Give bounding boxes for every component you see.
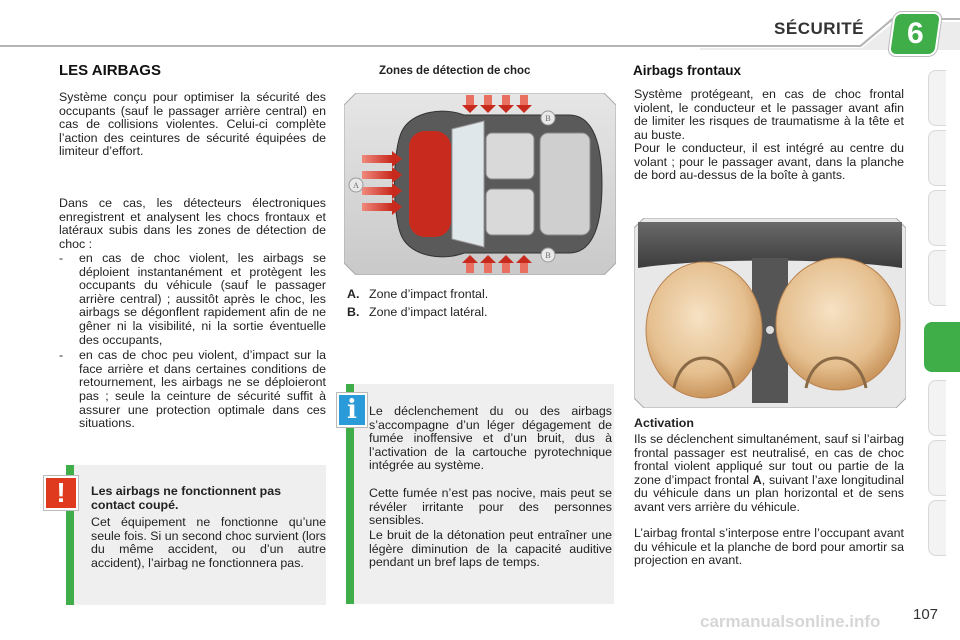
warning-box [66, 465, 326, 605]
car-detection-illustration [344, 93, 616, 275]
chapter-tab[interactable] [928, 70, 946, 126]
list-item [59, 349, 326, 431]
chapter-tab[interactable] [928, 380, 946, 436]
deployment-list [59, 252, 326, 433]
chapter-tab[interactable] [928, 500, 946, 556]
chapter-tab[interactable] [928, 440, 946, 496]
legend-item [347, 287, 488, 301]
zone-b-marker: B [545, 251, 551, 260]
chapter-badge [890, 14, 940, 54]
warning-text: Cet équipement ne fonctionne qu’une seule fois. Si un second choc survient (lors du même accident, ou d’un autre accident), l’airbag ne fonctionnera pas. [91, 515, 326, 570]
activation-paragraph [634, 433, 904, 515]
bullet-dash: - [59, 348, 64, 363]
frontal-airbags-title: Airbags frontaux [633, 63, 742, 78]
activation-title: Activation [634, 416, 694, 430]
info-icon: i [337, 393, 367, 427]
airbags-title: LES AIRBAGS [59, 62, 161, 79]
activation-paragraph: L’airbag frontal s’interpose entre l’occupant avant du véhicule et la planche de bord pour amortir sa projection en avant. [634, 526, 904, 568]
zone-reference: A [752, 472, 762, 487]
info-paragraph: Le déclenchement du ou des airbags s’accompagne d’un léger dégagement de fumée inoffensive et d’un bruit, dus à l’activation de la cartouche pyrotechnique intégrée au système. [369, 404, 612, 473]
legend-text: Zone d’impact latéral. [369, 305, 488, 319]
chapter-tab[interactable] [928, 130, 946, 186]
airbags-intro: Système conçu pour optimiser la sécurité des occupants (sauf le passager arrière central) en cas de collisions violentes. Celui-ci complète l’action des ceintures de sécurité équipées de limiteur d’effort. [59, 90, 326, 159]
bullet-dash: - [59, 251, 64, 265]
page-number: 107 [913, 606, 939, 623]
frontal-airbags-illustration [634, 218, 906, 408]
zone-b-marker: B [545, 114, 551, 123]
zone-a-marker: A [353, 181, 359, 190]
chapter-tab[interactable] [928, 250, 946, 306]
legend-key: A. [347, 287, 360, 301]
info-paragraph: Cette fumée n’est pas nocive, mais peut se révéler irritante pour des personnes sensibles. [369, 486, 612, 528]
chapter-tab[interactable] [928, 190, 946, 246]
watermark: carmanualsonline.info [700, 612, 881, 631]
warning-icon: ! [44, 476, 78, 510]
warning-title: Les airbags ne fonctionnent pas contact coupé. [91, 484, 282, 512]
frontal-airbags-paragraph: Système protégeant, en cas de choc frontal violent, le conducteur et le passager avant afin de limiter les risques de traumatisme à la tête et au buste. [634, 87, 904, 142]
activation-text: Ils se déclenchent simultanément, sauf si l’airbag frontal passager est neutralisé, en cas de choc frontal violent appliqué sur tout ou partie de la zone d’impact frontal [634, 432, 904, 487]
info-box [346, 384, 614, 604]
legend-item [347, 305, 487, 319]
list-item [59, 252, 326, 347]
frontal-airbags-location: Pour le conducteur, il est intégré au centre du volant ; pour le passager avant, dans la planche de bord au-dessus de la boîte à gants. [634, 141, 904, 183]
info-paragraph: Le bruit de la détonation peut entraîner une légère diminution de la capacité auditive pendant un bref laps de temps. [369, 528, 612, 570]
chapter-tab-active[interactable] [924, 322, 960, 372]
section-title: SÉCURITÉ [774, 19, 864, 38]
detection-paragraph: Dans ce cas, les détecteurs électroniques enregistrent et analysent les chocs frontaux et latéraux subis dans les zones de détection de choc : [59, 196, 326, 251]
list-item-text: en cas de choc violent, les airbags se déploient instantanément et protègent les occupants du véhicule (sauf le passager arrière central) ; aussitôt après le choc, les airbags se dégonflent rapidement afin de ne gêner ni la visibilité, ni la sortie éventuelle des occupants, [79, 251, 326, 347]
legend-key: B. [347, 305, 360, 319]
chapter-number: 6 [906, 17, 924, 50]
legend-text: Zone d’impact frontal. [369, 287, 489, 301]
list-item-text: en cas de choc peu violent, d’impact sur la face arrière et dans certaines conditions de retournement, les airbags ne se déploieront pas ; seule la ceinture de sécurité suffit à assurer une protection optimale dans ces situations. [79, 348, 326, 431]
activation-text: , suivant l’axe longitudinal du véhicule dans un plan horizontal et de sens avant vers arrière du véhicule. [634, 472, 904, 514]
zones-title: Zones de détection de choc [379, 65, 531, 77]
